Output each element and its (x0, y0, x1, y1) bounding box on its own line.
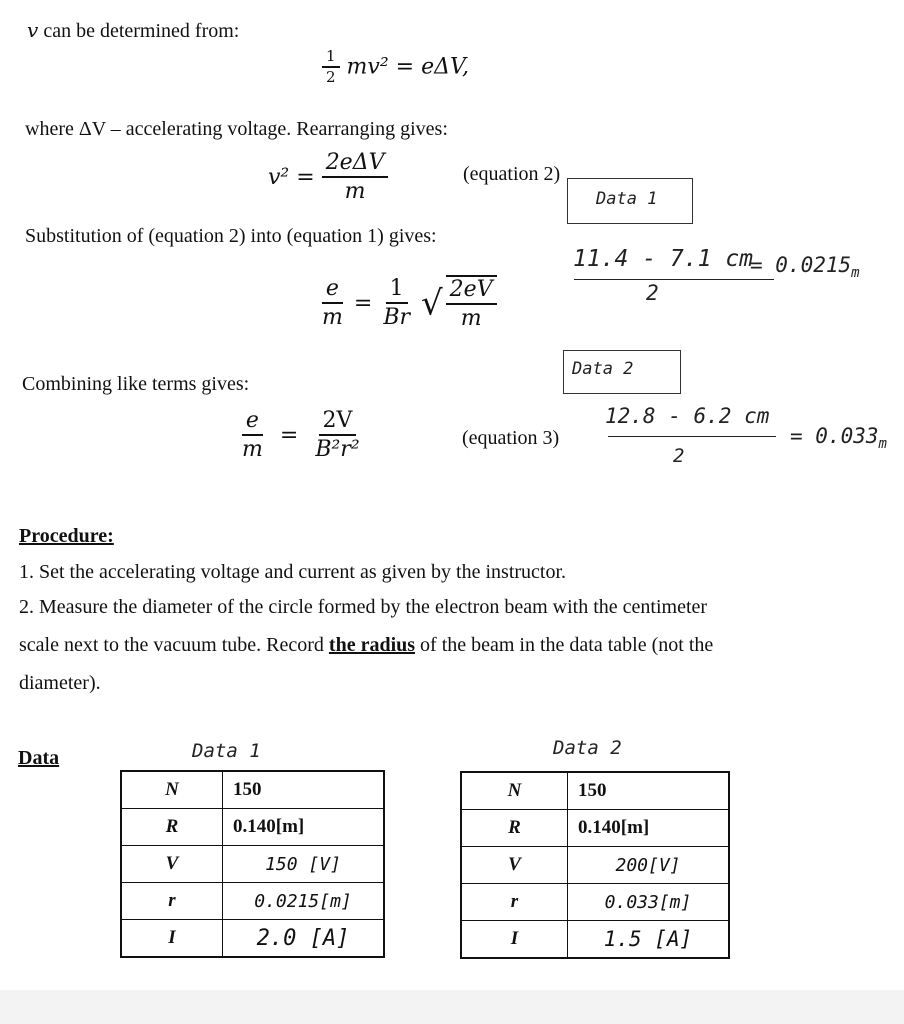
eq2-denominator: m (344, 179, 366, 205)
sqrt-icon: √ (421, 283, 443, 324)
table1-label-r-lower: r (121, 883, 223, 920)
data1-note-label: Data 1 (596, 189, 658, 209)
table1-label-n: N (121, 771, 223, 809)
table2-label-r-upper: R (461, 810, 568, 847)
table-row (121, 883, 384, 920)
equation-3: $\frac{e}{m}$ = $\frac{2V}{\text{B²r²}}$ (238, 408, 364, 463)
table1-title: Data 1 (192, 740, 261, 762)
sub-rad-den: m (460, 306, 482, 332)
data1-note-box (567, 178, 693, 224)
procedure-step-1: 1. Set the accelerating voltage and current as given by the instructor. (19, 561, 567, 583)
sub-m: m (322, 305, 343, 331)
table2-label-v: V (461, 847, 568, 884)
table1-value-n: 150 (223, 771, 385, 809)
table2-value-r-lower: 0.033[m] (568, 884, 730, 921)
table1-label-i: I (121, 920, 223, 958)
eq2-numerator: 2eΔV (322, 150, 389, 178)
half-denominator: 2 (326, 68, 336, 87)
substitution-equation: $\frac{e}{m}$ = $\frac{1}{Br}$ √ $\frac{2eV}{m}$ (318, 275, 497, 332)
table2-value-r-upper: 0.140[m] (568, 810, 730, 847)
table-row (461, 921, 729, 959)
half-numerator: 1 (322, 48, 340, 68)
table2-value-i: 1.5 [A] (568, 921, 730, 959)
bottom-strip (0, 990, 904, 1024)
data-table-1 (120, 770, 385, 958)
intro-text: can be determined from: (43, 20, 240, 42)
energy-equation (322, 48, 469, 87)
data1-note-fraction-bar (574, 279, 774, 280)
data2-note-numerator: 12.8 - 6.2 cm (605, 404, 770, 428)
sub-br: Br (383, 305, 410, 331)
where-text: where ΔV – accelerating voltage. Rearranging gives: (25, 118, 448, 140)
data1-note-result: = $0.0215_m$ (750, 253, 860, 282)
procedure-heading: Procedure: (19, 525, 114, 547)
data2-note-label: Data 2 (572, 359, 634, 379)
data2-note-fraction-bar (608, 436, 776, 437)
intro-line (27, 18, 239, 43)
table2-value-n: 150 (568, 772, 730, 810)
table1-value-v: 150 [V] (223, 846, 385, 883)
table1-value-i: 2.0 [A] (223, 920, 385, 958)
combining-text: Combining like terms gives: (22, 373, 250, 395)
radius-emphasis: the radius (328, 634, 416, 656)
data-heading: Data (18, 747, 60, 769)
data1-note-numerator: 11.4 - 7.1 cm (573, 246, 754, 272)
table-row (461, 810, 729, 847)
procedure-step-2-line-1: 2. Measure the diameter of the circle formed by the electron beam with the centimeter (19, 596, 708, 618)
sub-one: 1 (386, 276, 408, 304)
table1-value-r-upper: 0.140[m] (223, 809, 385, 846)
eq3-numerator: 2V (319, 408, 357, 436)
table-row (461, 847, 729, 884)
table-row (461, 772, 729, 810)
table2-title: Data 2 (553, 737, 622, 759)
table1-label-r-upper: R (121, 809, 223, 846)
procedure-step-2-line-3: diameter). (19, 672, 101, 694)
data2-note-unit: m (878, 436, 887, 453)
table2-label-n: N (461, 772, 568, 810)
data1-note-unit: m (851, 265, 860, 282)
table2-label-i: I (461, 921, 568, 959)
table-row (121, 771, 384, 809)
data1-note-denominator: 2 (646, 281, 659, 305)
sub-e: e (322, 276, 343, 304)
table-row (121, 920, 384, 958)
sub-rad-num: 2eV (446, 277, 497, 305)
table-row (121, 809, 384, 846)
eq3-e: e (242, 408, 263, 436)
procedure-step-2-line-2: scale next to the vacuum tube. Record the radius of the beam in the data table (not the (19, 634, 714, 656)
data2-note-box (563, 350, 681, 394)
table-row (461, 884, 729, 921)
data2-note-result: = $0.033_m$ (790, 424, 887, 453)
table2-value-v: 200[V] (568, 847, 730, 884)
v-symbol: v (27, 18, 39, 42)
eq2-lhs: v² = (268, 164, 315, 190)
eq3-m: m (242, 437, 263, 463)
table2-label-r-lower: r (461, 884, 568, 921)
table1-label-v: V (121, 846, 223, 883)
equation-2 (268, 150, 388, 205)
table-row (121, 846, 384, 883)
table1-value-r-lower: 0.0215[m] (223, 883, 385, 920)
equation-2-label: (equation 2) (463, 163, 561, 185)
equation-3-label: (equation 3) (462, 427, 560, 449)
data-table-2 (460, 771, 730, 959)
eq3-denominator: B²r² (315, 437, 360, 463)
energy-equation-rest: mv² = eΔV, (346, 54, 470, 80)
data2-note-denominator: 2 (673, 445, 685, 467)
substitution-text: Substitution of (equation 2) into (equation 1) gives: (25, 225, 437, 247)
